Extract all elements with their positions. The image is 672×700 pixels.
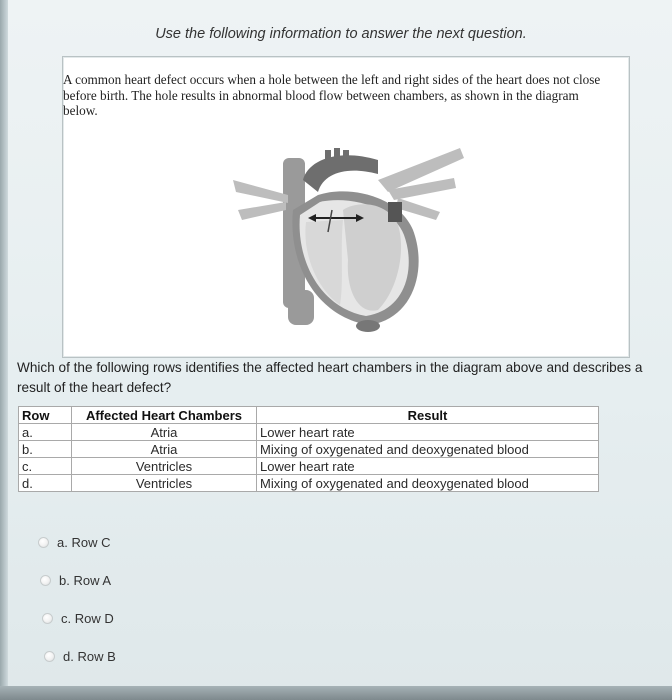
heart-diagram-icon: [228, 140, 468, 340]
choice-label: c. Row D: [61, 611, 114, 626]
row-chambers: Atria: [72, 441, 257, 458]
header-result: Result: [257, 407, 599, 424]
row-chambers: Atria: [72, 424, 257, 441]
header-row: Row: [19, 407, 72, 424]
radio-button-icon[interactable]: [38, 537, 49, 548]
answer-table: [18, 406, 599, 492]
choice-d[interactable]: [44, 649, 116, 664]
choice-a[interactable]: [38, 535, 110, 550]
table-header-row: [19, 407, 599, 424]
information-text: A common heart defect occurs when a hole between the left and right sides of the heart does not close before birth. The hole results in abnormal blood flow between chambers, as shown in the diagram below.: [63, 72, 601, 118]
header-chambers: Affected Heart Chambers: [72, 407, 257, 424]
instruction-header: [0, 26, 672, 42]
choice-label: b. Row A: [59, 573, 112, 588]
radio-button-icon[interactable]: [40, 575, 51, 586]
instruction-text: Use the following information to answer the next question.: [155, 26, 527, 42]
row-label: a.: [19, 424, 72, 441]
row-chambers: Ventricles: [72, 475, 257, 492]
radio-button-icon[interactable]: [44, 651, 55, 662]
choice-label: a. Row C: [57, 535, 111, 550]
row-label: d.: [19, 475, 72, 492]
row-result: Lower heart rate: [257, 424, 599, 441]
row-label: c.: [19, 458, 72, 475]
row-result: Lower heart rate: [257, 458, 599, 475]
table-row: [19, 424, 599, 441]
question-text: Which of the following rows identifies the affected heart chambers in the diagram above and describes a result of the heart defect?: [17, 360, 643, 395]
row-chambers: Ventricles: [72, 458, 257, 475]
row-result: Mixing of oxygenated and deoxygenated blood: [257, 475, 599, 492]
choice-c[interactable]: [42, 611, 114, 626]
table-row: [19, 475, 599, 492]
bottom-frame: [0, 686, 672, 700]
row-result: Mixing of oxygenated and deoxygenated blood: [257, 441, 599, 458]
row-label: b.: [19, 441, 72, 458]
table-row: [19, 458, 599, 475]
table-row: [19, 441, 599, 458]
choice-label: d. Row B: [63, 649, 116, 664]
choice-b[interactable]: [40, 573, 111, 588]
screen-edge: [0, 0, 8, 700]
radio-button-icon[interactable]: [42, 613, 53, 624]
